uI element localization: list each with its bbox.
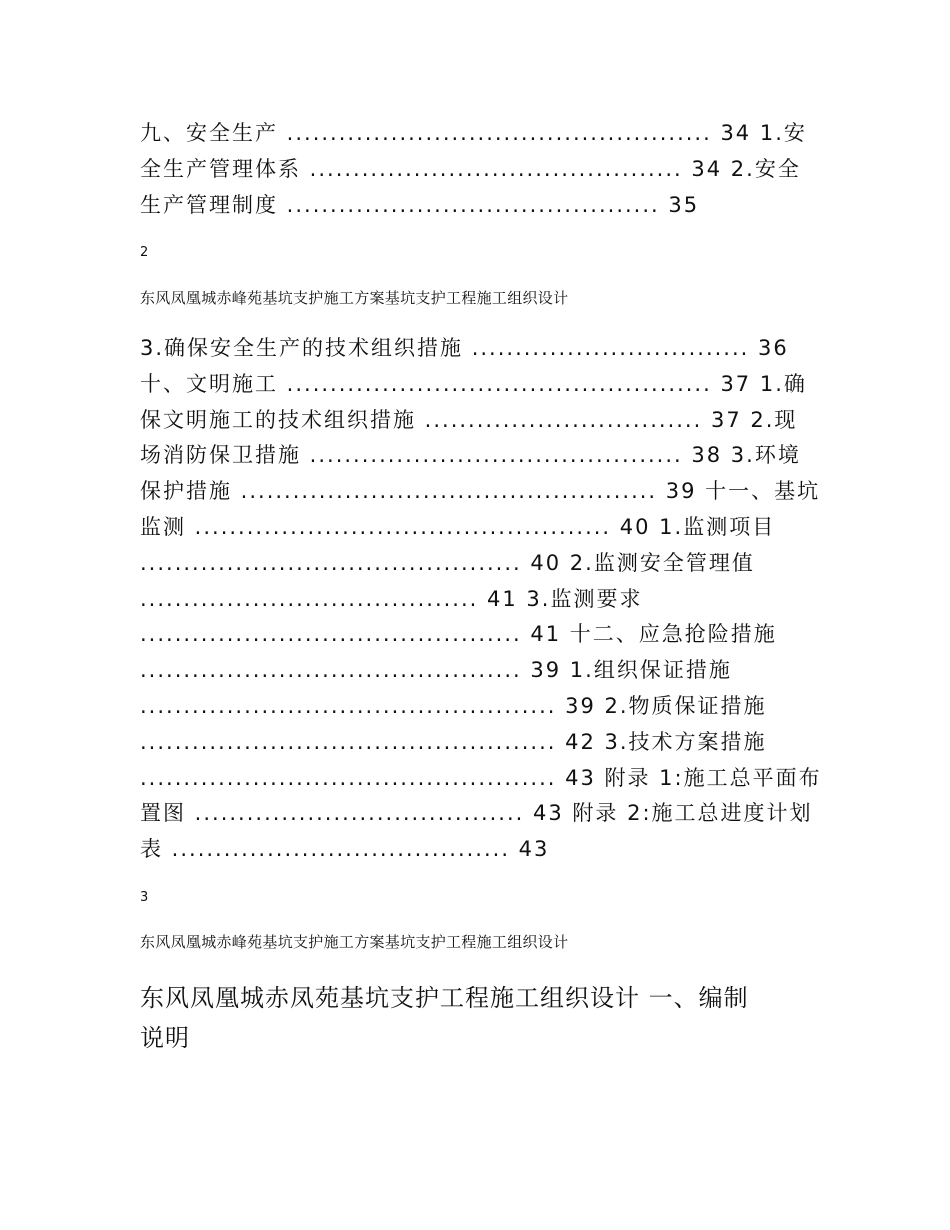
toc-line: ................................................ 43 附录 1:施工总平面布 xyxy=(140,765,822,790)
toc-line: ............................................ 39 1.组织保证措施 xyxy=(140,658,732,683)
toc-line: 保文明施工的技术组织措施 ................................ 37 2.现 xyxy=(140,407,798,432)
toc-line: ....................................... 41 3.监测要求 xyxy=(140,586,643,611)
toc-line: 保护措施 ................................................ 39 十一、基坑 xyxy=(140,479,821,504)
toc-line: ................................................ 39 2.物质保证措施 xyxy=(140,693,767,718)
page-number: 2 xyxy=(140,245,149,260)
toc-line: 九、安全生产 ................................................. 34 1.安 xyxy=(140,121,807,145)
toc-line: ............................................ 41 十二、应急抢险措施 xyxy=(140,622,777,647)
toc-line: 3.确保安全生产的技术组织措施 ................................ 36 xyxy=(140,336,789,360)
toc-block-1 xyxy=(140,116,820,223)
running-header: 东风凤凰城赤峰苑基坑支护施工方案基坑支护工程施工组织设计 xyxy=(140,933,569,951)
document-title xyxy=(140,978,830,1058)
toc-line: ............................................ 40 2.监测安全管理值 xyxy=(140,550,755,575)
toc-line: 生产管理制度 ........................................... 35 xyxy=(140,192,700,217)
document-title-line: 说明 xyxy=(140,1024,190,1052)
toc-line: 场消防保卫措施 ........................................... 38 3.环境 xyxy=(140,443,801,468)
running-header: 东风凤凰城赤峰苑基坑支护施工方案基坑支护工程施工组织设计 xyxy=(140,289,569,307)
document-title-line: 东风凤凰城赤凤苑基坑支护工程施工组织设计 一、编制 xyxy=(140,984,749,1012)
toc-block-2 xyxy=(140,331,820,868)
toc-line: 全生产管理体系 ........................................... 34 2.安全 xyxy=(140,156,801,181)
toc-line: 监测 ................................................ 40 1.监测项目 xyxy=(140,514,776,539)
toc-line: 表 ....................................... 43 xyxy=(140,837,550,862)
page-number: 3 xyxy=(140,890,149,905)
toc-line: ................................................ 42 3.技术方案措施 xyxy=(140,729,767,754)
toc-line: 置图 ...................................... 43 附录 2:施工总进度计划 xyxy=(140,801,813,826)
toc-line: 十、文明施工 ................................................. 37 1.确 xyxy=(140,371,807,396)
